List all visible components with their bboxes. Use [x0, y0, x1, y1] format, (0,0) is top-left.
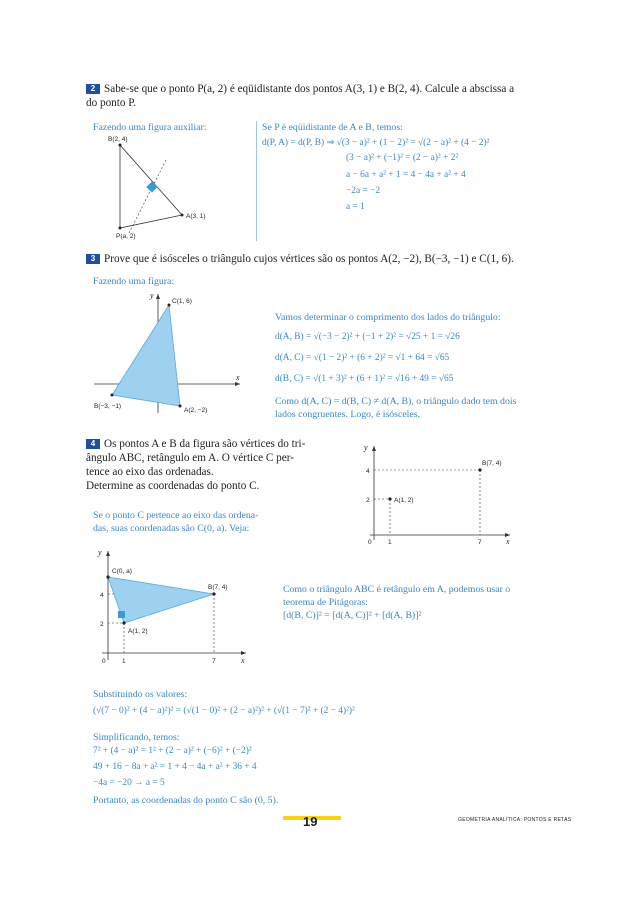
ex2-point-p	[119, 227, 122, 230]
ex2-step-5: a = 1	[346, 202, 365, 212]
ex3-intro: Vamos determinar o comprimento dos lados do triângulo:	[275, 312, 501, 323]
ex3-x-arrow	[235, 382, 240, 386]
ex4-fig2-tick-x1: 1	[122, 658, 126, 665]
ex3-conclusion-line2: lados congruentes. Logo, é isósceles.	[275, 409, 421, 420]
ex4-fig1-axis-label-y: y	[364, 443, 368, 452]
ex4-substitution-label: Substituindo os valores:	[93, 689, 188, 700]
ex2-column-divider	[256, 121, 257, 241]
ex2-label-b: B(2, 4)	[108, 136, 128, 143]
ex4-simpl-step-3: −4a = −20 → a = 5	[93, 778, 165, 788]
running-title: GEOMETRIA ANALÍTICA: PONTOS E RETAS	[458, 817, 572, 823]
ex3-point-a	[179, 405, 182, 408]
ex4-fig1-tick-y2: 2	[366, 497, 370, 504]
ex4-figure-question	[352, 440, 522, 550]
ex4-question-line3: tence ao eixo das ordenadas.	[86, 466, 214, 478]
ex2-figure	[98, 135, 248, 245]
ex4-fig2-axis-label-x: x	[241, 656, 245, 665]
ex3-point-b	[111, 394, 114, 397]
ex3-step-1: d(A, B) = √(−3 − 2)² + (−1 + 2)² = √25 + 1 = √26	[275, 332, 460, 342]
ex2-question-line2: do ponto P.	[86, 97, 137, 109]
ex4-fig1-label-a: A(1, 2)	[394, 497, 414, 504]
ex2-step-4: −2a = −2	[346, 186, 381, 196]
ex2-question	[86, 82, 586, 110]
ex3-figure-label: Fazendo uma figura:	[93, 276, 175, 287]
ex4-pyth-line2: teorema de Pitágoras:	[283, 597, 368, 608]
ex4-fig2-point-c	[106, 575, 109, 578]
ex4-fig1-label-b: B(7, 4)	[482, 460, 502, 467]
ex2-perpendicular-bisector	[128, 160, 166, 235]
ex4-fig2-label-b: B(7, 4)	[208, 584, 228, 591]
ex4-fig2-axis-label-y: y	[98, 548, 102, 557]
ex3-axis-label-y: y	[150, 291, 154, 300]
ex4-question-line4: Determine as coordenadas do ponto C.	[86, 480, 260, 492]
ex4-fig2-x-arrow	[241, 651, 246, 655]
ex4-question	[86, 437, 346, 493]
ex4-fig2-y-arrow	[106, 551, 110, 556]
ex3-conclusion	[275, 395, 575, 421]
ex3-number-badge: 3	[86, 254, 100, 264]
ex4-fig2-tick-y2: 2	[100, 621, 104, 628]
ex4-number-badge: 4	[86, 439, 100, 449]
ex3-label-b: B(−3, −1)	[94, 403, 122, 410]
ex4-pyth-line1: Como o triângulo ABC é retângulo em A, podemos usar o	[283, 584, 511, 595]
ex4-fig2-point-b	[212, 592, 215, 595]
ex3-label-c: C(1, 6)	[172, 298, 192, 305]
ex4-solution-intro	[93, 509, 258, 535]
ex3-axis-label-x: x	[236, 373, 240, 382]
ex4-fig2-tick-y4: 4	[100, 592, 104, 599]
ex4-final-answer: Portanto, as coordenadas do ponto C são (0, 5).	[93, 795, 279, 806]
ex4-simpl-step-2: 49 + 16 − 8a + a² = 1 + 4 − 4a + a² + 36 + 4	[93, 762, 257, 772]
ex4-fig2-right-angle-mark	[118, 611, 125, 618]
ex2-point-a	[181, 214, 184, 217]
ex2-step-3: a − 6a + a² + 1 = 4 − 4a + a² + 4	[346, 170, 466, 180]
ex4-fig1-tick-x0: 0	[368, 539, 372, 546]
ex2-step-1: d(P, A) = d(P, B) ⇒ √(3 − a)² + (1 − 2)² = √(2 − a)² + (4 − 2)²	[262, 138, 490, 148]
ex4-figure-solution	[86, 545, 256, 670]
ex4-question-line2: ângulo ABC, retângulo em A. O vértice C per-	[86, 452, 294, 464]
ex4-question-line1: Os pontos A e B da figura são vértices do tri-	[104, 438, 306, 450]
ex4-sol-line1: Se o ponto C pertence ao eixo das ordena-	[93, 510, 259, 521]
ex2-step-2: (3 − a)² + (−1)² = (2 − a)² + 2²	[346, 153, 459, 163]
ex2-label-p: P(a, 2)	[116, 233, 136, 240]
ex3-conclusion-line1: Como d(A, C) = d(B, C) ≠ d(A, B), o triângulo dado tem dois	[275, 396, 517, 407]
ex4-fig2-point-a	[122, 621, 125, 624]
ex4-fig2-tick-x7: 7	[212, 658, 216, 665]
page-number: 19	[303, 814, 318, 829]
ex2-number-badge: 2	[86, 84, 100, 94]
ex3-step-3: d(B, C) = √(1 + 3)² + (6 + 1)² = √16 + 49 = √65	[275, 374, 454, 384]
ex3-question	[86, 252, 596, 266]
ex4-sol-line2: das, suas coordenadas são C(0, a). Veja:	[93, 523, 250, 534]
ex2-aux-label: Fazendo uma figura auxiliar:	[93, 122, 207, 133]
ex4-fig1-tick-y4: 4	[366, 468, 370, 475]
ex4-fig2-tick-x0: 0	[102, 658, 106, 665]
ex4-fig1-tick-x1: 1	[388, 539, 392, 546]
ex4-simpl-step-1: 7² + (4 − a)² = 1² + (2 − a)² + (−6)² + (−2)²	[93, 746, 252, 756]
ex4-pyth-line3: [d(B, C)]² = [d(A, C)]² + [d(A, B)]²	[283, 610, 422, 621]
ex2-label-a: A(3, 1)	[186, 213, 206, 220]
ex3-question-text: Prove que é isósceles o triângulo cujos vértices são os pontos A(2, −2), B(−3, −1) e C(1, 6).	[104, 253, 514, 265]
ex2-line-ba	[120, 145, 182, 215]
ex2-right-angle-mark	[146, 181, 157, 192]
ex3-step-2: d(A, C) = √(1 − 2)² + (6 + 2)² = √1 + 64 = √65	[275, 353, 450, 363]
ex4-fig1-tick-x7: 7	[478, 539, 482, 546]
ex4-fig1-axis-label-x: x	[506, 537, 510, 546]
ex4-fig2-label-a: A(1, 2)	[128, 628, 148, 635]
ex4-simplification-label: Simplificando, temos:	[93, 732, 180, 743]
ex3-figure	[90, 288, 250, 418]
ex3-point-c	[168, 304, 171, 307]
ex4-substitution-equation: (√(7 − 0)² + (4 − a)²)² = (√(1 − 0)² + (2 − a)²)² + (√(1 − 7)² + (2 − 4)²)²	[93, 706, 355, 716]
ex4-pythagoras	[283, 583, 583, 622]
ex3-y-arrow	[156, 294, 160, 299]
ex2-line-pa	[120, 215, 182, 228]
ex4-fig1-point-b	[478, 468, 481, 471]
ex4-fig2-label-c: C(0, a)	[112, 568, 132, 575]
ex4-fig1-y-arrow	[372, 446, 376, 451]
ex4-fig1-point-a	[388, 497, 391, 500]
ex3-triangle	[112, 305, 180, 406]
ex3-label-a: A(2, −2)	[184, 407, 208, 414]
ex2-solution-intro: Se P é eqüidistante de A e B, temos:	[262, 122, 403, 133]
ex2-question-line1: Sabe-se que o ponto P(a, 2) é eqüidistante dos pontos A(3, 1) e B(2, 4). Calcule a abscissa a	[104, 83, 515, 95]
ex2-point-b	[119, 144, 122, 147]
